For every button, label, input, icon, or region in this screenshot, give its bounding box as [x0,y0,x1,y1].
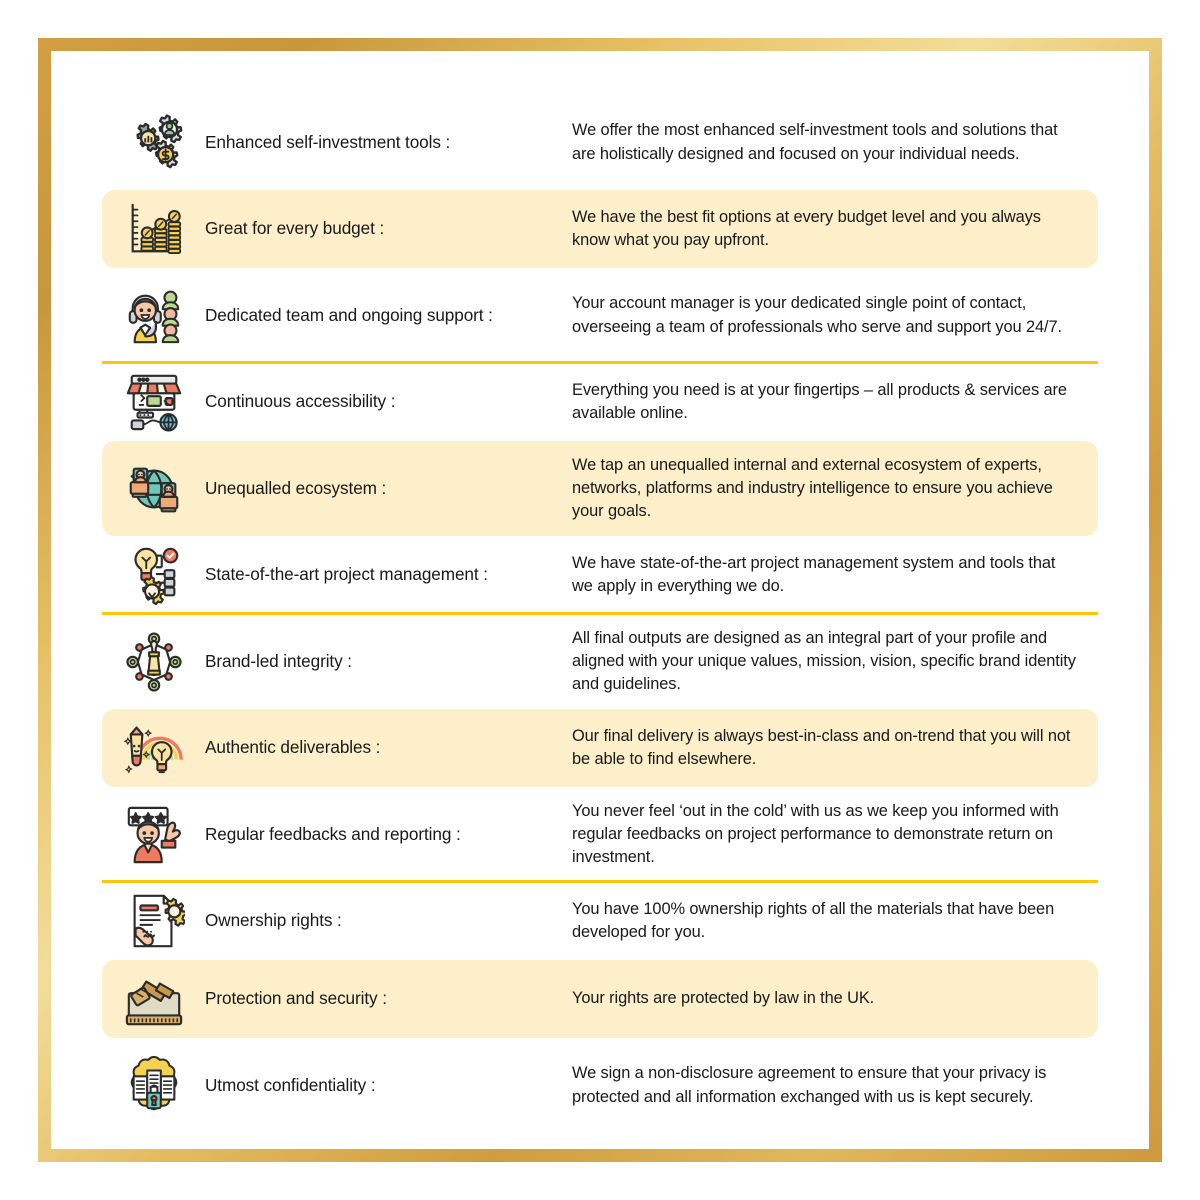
benefit-row [102,363,1098,441]
benefit-row [102,787,1098,882]
benefit-row [102,536,1098,614]
benefit-description: We sign a non-disclosure agreement to ensure that your privacy is protected and all information exchanged with us is kept securely. [572,1064,1047,1106]
benefit-title: Great for every budget : [205,218,385,239]
benefit-title: Regular feedbacks and reporting : [205,823,461,844]
benefit-description: Our final delivery is always best-in-class and on-trend that you will not be able to find elsewhere. [572,726,1071,768]
benefit-row [102,960,1098,1038]
benefit-title: Ownership rights : [205,910,342,931]
benefit-title: Continuous accessibility : [205,391,396,412]
gold-border-frame [38,38,1162,1162]
benefits-list [51,51,1149,1133]
coin-stacks-growth-chart-icon [102,198,205,260]
benefit-title: Protection and security : [205,988,387,1009]
creative-pencil-rainbow-bulb-icon [102,717,205,779]
benefit-title: Brand-led integrity : [205,650,352,671]
benefit-row [102,882,1098,960]
gavel-law-icon [102,968,205,1030]
signed-document-seal-icon [102,890,205,952]
benefit-row [102,441,1098,536]
benefit-title: Utmost confidentiality : [205,1074,376,1095]
benefit-description: Everything you need is at your fingertips – all products & services are available online. [572,380,1067,422]
support-agent-team-icon [102,285,205,347]
benefit-description: All final outputs are designed as an integral part of your profile and aligned with your unique values, mission, vision, specific brand identity and guidelines. [572,628,1076,694]
benefit-description: You have 100% ownership rights of all the materials that have been developed for you. [572,899,1055,941]
online-storefront-globe-icon [102,371,205,433]
benefit-description: Your account manager is your dedicated single point of contact, overseeing a team of professionals who serve and support you 24/7. [572,294,1062,336]
global-network-collaboration-icon [102,458,205,520]
benefit-row [102,709,1098,787]
benefit-description: You never feel ‘out in the cold’ with us as we keep you informed with regular feedbacks on project performance to demonstrate return on investment. [572,801,1059,867]
confidential-documents-lock-icon [102,1055,205,1117]
benefit-description: We tap an unequalled internal and external ecosystem of experts, networks, platforms and industry intelligence to ensure you achieve your goals. [572,455,1053,521]
benefit-title: Dedicated team and ongoing support : [205,304,493,325]
feedback-rating-stars-icon [102,804,205,866]
benefit-description: We have the best fit options at every budget level and you always know what you pay upfront. [572,207,1041,249]
benefit-row [102,190,1098,268]
benefit-row [102,95,1098,190]
benefit-title: Authentic deliverables : [205,737,381,758]
gears-investment-icon [102,112,205,174]
brand-integrity-emblem-icon [102,631,205,693]
benefit-title: Unequalled ecosystem : [205,477,387,498]
benefit-description: Your rights are protected by law in the UK. [572,989,875,1008]
benefit-row [102,614,1098,709]
benefit-description: We have state-of-the-art project management system and tools that we apply in everything we do. [572,553,1056,595]
benefit-row [102,1038,1098,1133]
benefit-title: Enhanced self-investment tools : [205,131,451,152]
lightbulb-gear-workflow-icon [102,544,205,606]
benefit-description: We offer the most enhanced self-investment tools and solutions that are holistically designed and focused on your individual needs. [572,121,1058,163]
benefit-row [102,268,1098,363]
benefits-page [51,51,1149,1149]
benefit-title: State-of-the-art project management : [205,564,488,585]
